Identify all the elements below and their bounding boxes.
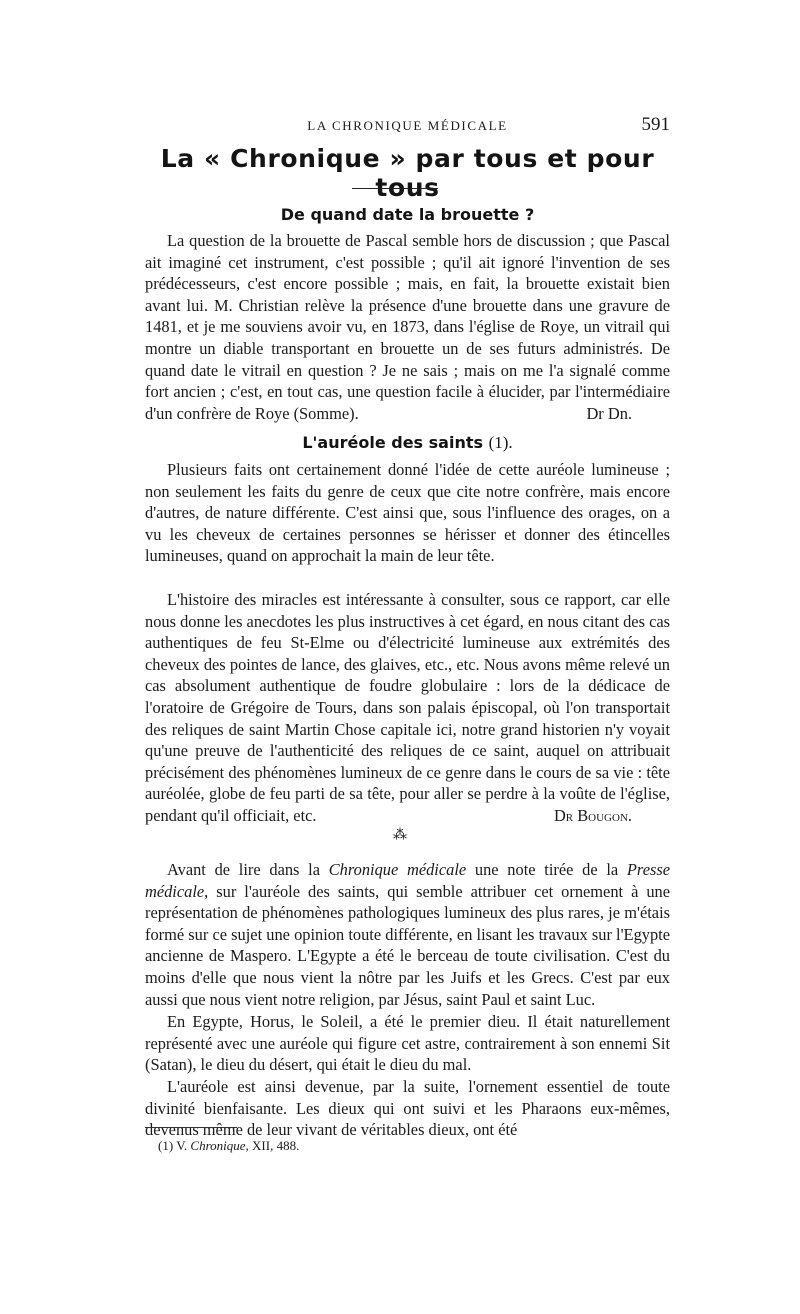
brouette-text: La question de la brouette de Pascal semble hors de discussion ; que Pascal ait imaginé cet instrument, c'est possible ; qu'il ait ignoré l'invention de ses prédécesseurs, c'est encore possible ; mais, en fait, la brouette existait bien avant lui. M. Christian relève la présence d'une brouette dans une gravure de 1481, et je me souviens avoir vu, en 1873, dans l'église de Roye, un vitrail qui montre un diable transportant en brouette un de ses futurs administrés. De quand date le vitrail en question ? Je ne sais ; mais on me l'a signalé comme fort ancien ; c'est, en tout cas, une question facile à élucider, par l'intermédiaire d'un confrère de Roye (Somme).	[145, 231, 670, 423]
a3-p1-mid: une note tirée de la	[466, 860, 627, 879]
a3-p1-pre: Avant de lire dans la	[167, 860, 329, 879]
a3-italic-presse: Presse médicale	[145, 860, 671, 901]
running-head	[145, 116, 670, 136]
article-heading-aureole	[145, 433, 670, 453]
article-heading-brouette: De quand date la brouette ?	[280, 205, 535, 224]
signature-brouette: Dr Dn.	[586, 403, 632, 423]
aureole-heading-text: L'auréole des saints	[302, 433, 484, 452]
footnote-rule	[145, 1127, 237, 1128]
a3-p3-text: L'auréole est ainsi devenue, par la suite, l'ornement essentiel de toute divinité bienfaisante. Les dieux qui ont suivi et les Pharaons eux-mêmes, devenus même de leur vivant de véritables dieux, ont été	[145, 1077, 670, 1140]
article3-paragraph-3	[145, 1076, 670, 1141]
footnote-ref: , XII, 488.	[245, 1138, 300, 1153]
a3-p2-text: En Egypte, Horus, le Soleil, a été le premier dieu. Il était naturellement représenté avec une auréole qui figure cet astre, contrairement à son ennemi Sit (Satan), le dieu du désert, qui était le dieu du mal.	[145, 1012, 670, 1075]
footnote	[158, 1138, 299, 1154]
footnote-prefix: V.	[176, 1138, 188, 1153]
title-rule	[352, 188, 438, 189]
section-title: La « Chronique » par tous et pour tous	[160, 144, 655, 202]
aureole-paragraph-1	[145, 459, 670, 567]
page-number: 591	[641, 114, 670, 135]
a3-italic-chronique: Chronique médicale	[328, 860, 467, 879]
article3-paragraph-1	[145, 859, 670, 1010]
aureole-p2-text: L'histoire des miracles est intéressante à consulter, sous ce rapport, car elle nous donne les anecdotes les plus instructives à cet égard, en nous citant des cas authentiques de feu St-Elme ou d'électricité lumineuse aux extrémités des cheveux des pointes de lance, des glaives, etc., etc. Nous avons même relevé un cas absolument authentique de foudre globulaire : lors de la dédicace de l'oratoire de Grégoire de Tours, dans son palais épiscopal, où l'on transportait des reliques de saint Martin Chose capitale ici, notre grand historien n'y voyait qu'une preuve de l'authenticité des reliques de ce saint, auquel on attribuait précisément des phénomènes lumineux de ce genre dans le cours de sa vie : tête auréolée, globe de feu parti de sa tête, pour aller se perdre à la voûte de l'église, pendant qu'il officiait, etc.	[145, 590, 670, 825]
aureole-paragraph-2	[145, 589, 670, 827]
aureole-p1-text: Plusieurs faits ont certainement donné l'idée de cette auréole lumineuse ; non seulement les faits du genre de ceux que cite notre confrère, mais encore d'autres, de nature différente. C'est ainsi que, sous l'influence des orages, on a vu les cheveux de certaines personnes se hérisser et donner des étincelles lumineuses, quand on approchait la main de leur tête.	[145, 460, 670, 566]
article3-paragraph-2	[145, 1011, 670, 1076]
article-body-brouette	[145, 230, 670, 424]
a3-p1-post: , sur l'auréole des saints, qui semble attribuer cet ornement à une représentation de phénomènes pathologiques lumineux des plus rares, je m'étais formé sur ce sujet une opinion toute différente, en lisant les travaux sur l'Egypte ancienne de Maspero. L'Egypte a été le berceau de toute civilisation. C'est du moins d'elle que nous vient la nôtre par les Juifs et les Grecs. C'est par eux aussi que nous vient notre religion, par Jésus, saint Paul et saint Luc.	[145, 881, 670, 1009]
footnote-number: (1)	[158, 1138, 174, 1153]
running-title: LA CHRONIQUE MÉDICALE	[307, 118, 508, 133]
asterism: ⁂	[393, 828, 407, 843]
aureole-heading-ref: (1).	[488, 433, 513, 452]
signature-bougon: Dr Bougon.	[553, 805, 632, 825]
footnote-work: Chronique	[190, 1138, 246, 1153]
